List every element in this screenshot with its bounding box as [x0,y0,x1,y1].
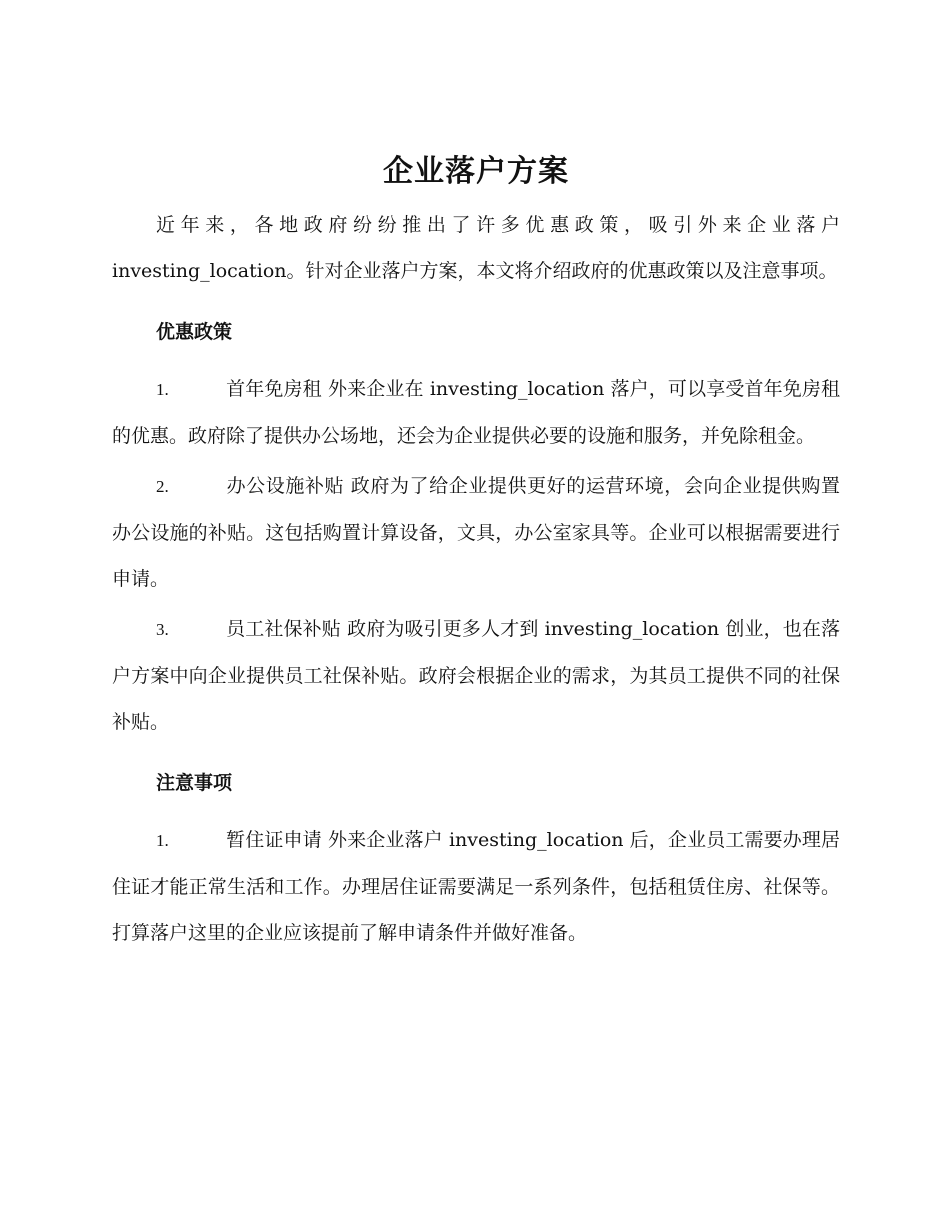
note-item-residence-permit [112,817,840,956]
item-text: 外来企业落户 investing_location 后，企业员工需要办理居住证才能正常生活和工作。办理居住证需要满足一系列条件，包括租赁住房、社保等。打算落户这里的企业应该提前了解申请条件并做好准备。 [112,829,841,944]
section-benefits [112,302,840,745]
item-label: 首年免房租 [226,378,322,400]
item-number: 1. [156,831,169,850]
item-label: 办公设施补贴 [226,475,345,497]
intro-paragraph: 近年来，各地政府纷纷推出了许多优惠政策，吸引外来企业落户 investing_location。针对企业落户方案，本文将介绍政府的优惠政策以及注意事项。 [112,214,840,282]
item-number: 2. [156,477,169,496]
section-heading-notes: 注意事项 [156,772,233,794]
document-page [112,150,840,956]
item-text: 政府为吸引更多人才到 investing_location 创业，也在落户方案中向企业提供员工社保补贴。政府会根据企业的需求，为其员工提供不同的社保补贴。 [112,618,840,733]
section-notes [112,753,840,956]
item-text: 外来企业在 investing_location 落户，可以享受首年免房租的优惠。政府除了提供办公场地，还会为企业提供必要的设施和服务，并免除租金。 [112,378,841,447]
item-number: 1. [156,380,169,399]
section-heading-benefits: 优惠政策 [156,321,233,343]
item-label: 员工社保补贴 [226,618,341,640]
benefit-item-rent [112,366,840,459]
item-number: 3. [156,620,169,639]
benefit-item-social-security [112,606,840,745]
benefit-item-office-subsidy [112,463,840,602]
document-title: 企业落户方案 [383,154,569,189]
item-text: 政府为了给企业提供更好的运营环境，会向企业提供购置办公设施的补贴。这包括购置计算设备，文具，办公室家具等。企业可以根据需要进行申请。 [112,475,840,590]
item-label: 暂住证申请 [226,829,322,851]
